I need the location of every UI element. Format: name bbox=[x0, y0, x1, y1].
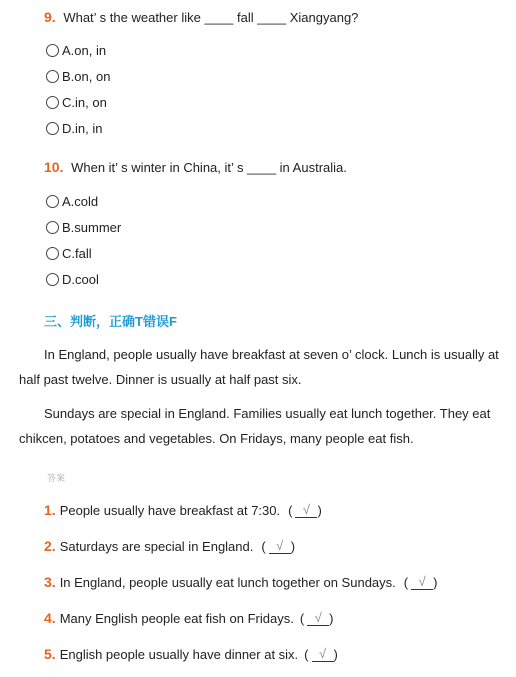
item-number: 1. bbox=[44, 502, 56, 518]
judgment-3 bbox=[44, 574, 437, 590]
close-paren: ) bbox=[333, 647, 338, 662]
open-paren: ( bbox=[261, 539, 266, 554]
q10-option-c[interactable] bbox=[46, 246, 92, 261]
section-heading: 三、判断，正确T错误F bbox=[44, 314, 177, 329]
open-paren: ( bbox=[288, 503, 293, 518]
answer-blank bbox=[411, 575, 433, 590]
radio-icon[interactable] bbox=[46, 273, 59, 286]
q10-option-d[interactable] bbox=[46, 272, 99, 287]
judgment-5 bbox=[44, 646, 338, 662]
item-text: English people usually have dinner at six. bbox=[59, 647, 299, 662]
q9-option-c[interactable] bbox=[46, 95, 107, 110]
option-label: C.fall bbox=[62, 246, 92, 261]
close-paren: ) bbox=[317, 503, 322, 518]
question-text: What’ s the weather like ____ fall ____ Xiangyang? bbox=[63, 10, 359, 25]
item-text: In England, people usually eat lunch together on Sundays. bbox=[59, 575, 396, 590]
item-number: 5. bbox=[44, 646, 56, 662]
option-label: B.summer bbox=[62, 220, 122, 235]
check-mark-icon: √ bbox=[318, 646, 327, 661]
radio-icon[interactable] bbox=[46, 122, 59, 135]
q10-option-b[interactable] bbox=[46, 220, 121, 235]
passage-paragraph-2: Sundays are special in England. Families usually eat lunch together. They eat chikcen, potatoes and vegetables. On Fridays, many people eat fish. bbox=[19, 406, 491, 446]
item-number: 3. bbox=[44, 574, 56, 590]
close-paren: ) bbox=[329, 611, 334, 626]
answer-blank bbox=[295, 503, 317, 518]
radio-icon[interactable] bbox=[46, 195, 59, 208]
judgment-1 bbox=[44, 502, 322, 518]
judgment-2 bbox=[44, 538, 295, 554]
option-label: A.on, in bbox=[62, 43, 107, 58]
close-paren: ) bbox=[290, 539, 296, 554]
option-label: A.cold bbox=[62, 194, 99, 209]
q9-option-a[interactable] bbox=[46, 43, 106, 58]
close-paren: ) bbox=[433, 575, 438, 590]
item-text: Many English people eat fish on Fridays. bbox=[59, 611, 294, 626]
question-10 bbox=[44, 159, 347, 175]
question-number: 10. bbox=[44, 159, 64, 175]
check-mark-icon: √ bbox=[314, 610, 322, 625]
judgment-4 bbox=[44, 610, 334, 626]
option-label: B.on, on bbox=[62, 69, 111, 84]
item-text: People usually have breakfast at 7:30. bbox=[59, 503, 281, 518]
question-number: 9. bbox=[44, 9, 56, 25]
check-mark-icon: √ bbox=[302, 502, 311, 517]
item-number: 4. bbox=[44, 610, 56, 626]
option-label: D.in, in bbox=[62, 121, 103, 136]
answer-label: 答案 bbox=[47, 473, 66, 483]
q9-option-b[interactable] bbox=[46, 69, 110, 84]
q10-option-a[interactable] bbox=[46, 194, 98, 209]
question-text: When it’ s winter in China, it’ s ____ in Australia. bbox=[71, 160, 347, 175]
radio-icon[interactable] bbox=[46, 247, 59, 260]
open-paren: ( bbox=[403, 575, 409, 590]
open-paren: ( bbox=[299, 611, 305, 626]
passage-paragraph-1: In England, people usually have breakfast at seven o’ clock. Lunch is usually at half past twelve. Dinner is usually at half past six. bbox=[19, 347, 499, 387]
item-text: Saturdays are special in England. bbox=[59, 539, 254, 554]
radio-icon[interactable] bbox=[46, 70, 59, 83]
radio-icon[interactable] bbox=[46, 96, 59, 109]
radio-icon[interactable] bbox=[46, 44, 59, 57]
check-mark-icon: √ bbox=[276, 538, 284, 553]
answer-blank bbox=[269, 539, 291, 554]
item-number: 2. bbox=[44, 538, 56, 554]
q9-option-d[interactable] bbox=[46, 121, 102, 136]
option-label: D.cool bbox=[62, 272, 99, 287]
radio-icon[interactable] bbox=[46, 221, 59, 234]
option-label: C.in, on bbox=[62, 95, 107, 110]
open-paren: ( bbox=[304, 647, 309, 662]
answer-blank bbox=[307, 611, 329, 626]
check-mark-icon: √ bbox=[418, 574, 426, 589]
question-9 bbox=[44, 9, 358, 25]
answer-blank bbox=[312, 647, 334, 662]
